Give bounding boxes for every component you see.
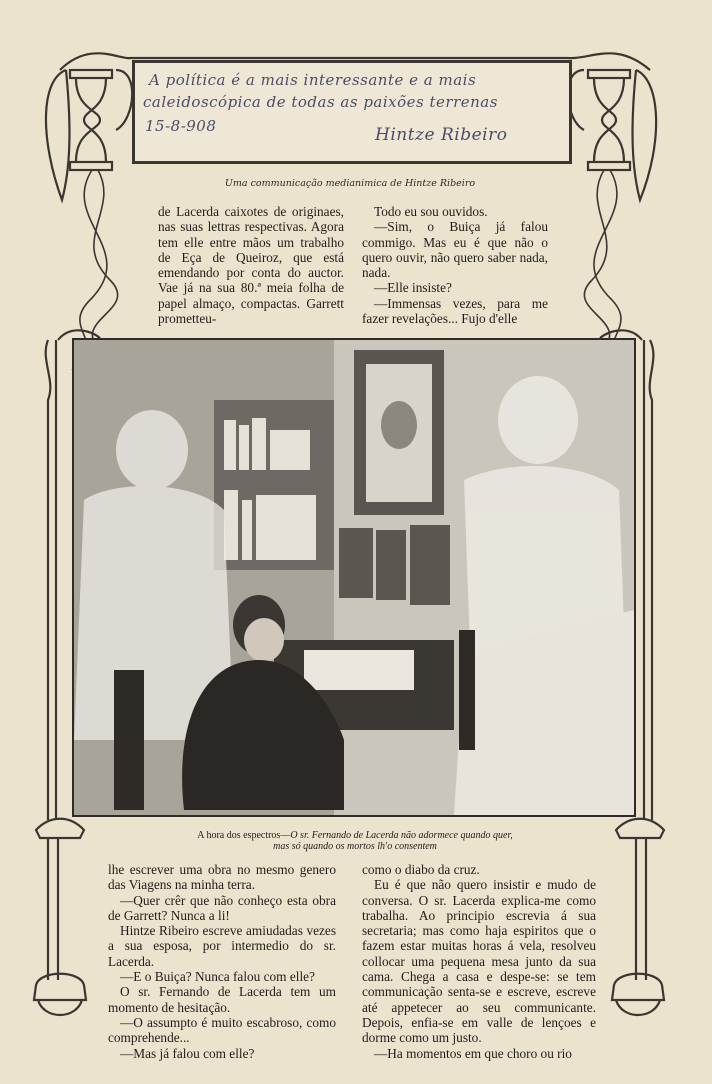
- photo-caption: [120, 830, 590, 852]
- paragraph: —E o Buiça? Nunca falou com elle?: [120, 969, 315, 985]
- bottom-column-right: [362, 862, 596, 1061]
- bottom-column-left: [108, 862, 336, 1061]
- paragraph: Eu é que não quero insistir e mudo de conversa. O sr. Lacerda explica-me como trabalha. Ao principio escrevia á sua secretaria; mas como haja espiritos que o fazem estar muitas horas á vela, resolveu collocar uma pequena mesa junto da sua cama. Chega a casa e despe-se: se tem communicação senta-se e escreve, escreve até appetecer ao seu communicante. Depois, enfia-se em valle de lençoes e dorme como um justo.: [362, 877, 596, 1046]
- paragraph: Hintze Ribeiro escreve amiudadas vezes a sua esposa, por intermedio do sr. Lacerda.: [108, 923, 336, 969]
- paragraph: lhe escrever uma obra no mesmo genero das Viagens na minha terra.: [108, 862, 336, 893]
- caption-line-2: mas só quando os mortos lh'o consentem: [273, 841, 437, 852]
- paragraph: —Mas já falou com elle?: [120, 1045, 255, 1061]
- caption-line-1: O sr. Fernando de Lacerda não adormece quando quer,: [290, 830, 513, 841]
- paragraph: como o diabo da cruz.: [362, 862, 480, 877]
- top-column-right: [362, 204, 548, 326]
- note-line-2: caleidoscópica de todas as paixões terrenas: [143, 93, 498, 111]
- paragraph: —Quer crêr que não conheço esta obra de Garrett? Nunca a li!: [108, 892, 336, 923]
- paragraph: de Lacerda caixotes de originaes, nas suas lettras respectivas. Agora tem elle entre mãos um trabalho de Eça de Queiroz, que está emendando por conta do auctor. Vae já na sua 80.ª meia folha de papel almaço, compactas. Garrett prometteu-: [158, 204, 344, 327]
- note-date: 15-8-908: [145, 117, 217, 135]
- paragraph: —O assumpto é muito escabroso, como comprehende...: [108, 1014, 336, 1046]
- note-signature: Hintze Ribeiro: [375, 125, 508, 145]
- paragraph: —Immensas vezes, para me fazer revelações... Fujo d'elle: [362, 295, 548, 327]
- paragraph: —Sim, o Buiça já falou commigo. Mas eu é que não o quero ouvir, não quero saber nada, nada.: [362, 219, 548, 281]
- note-caption: Uma communicação medianimica de Hintze Ribeiro: [224, 178, 476, 189]
- note-line-1: A política é a mais interessante e a mais: [149, 71, 477, 89]
- photograph: [72, 338, 636, 817]
- handwritten-note: [132, 60, 572, 164]
- caption-prefix: A hora dos espectros—: [197, 830, 291, 841]
- paragraph: —Elle insiste?: [374, 280, 452, 296]
- paragraph: Todo eu sou ouvidos.: [374, 204, 488, 219]
- photo-illustration: [74, 340, 634, 815]
- paragraph: —Ha momentos em que choro ou rio: [374, 1045, 572, 1061]
- top-column-left: [158, 204, 344, 326]
- paragraph: O sr. Fernando de Lacerda tem um momento de hesitação.: [108, 984, 336, 1015]
